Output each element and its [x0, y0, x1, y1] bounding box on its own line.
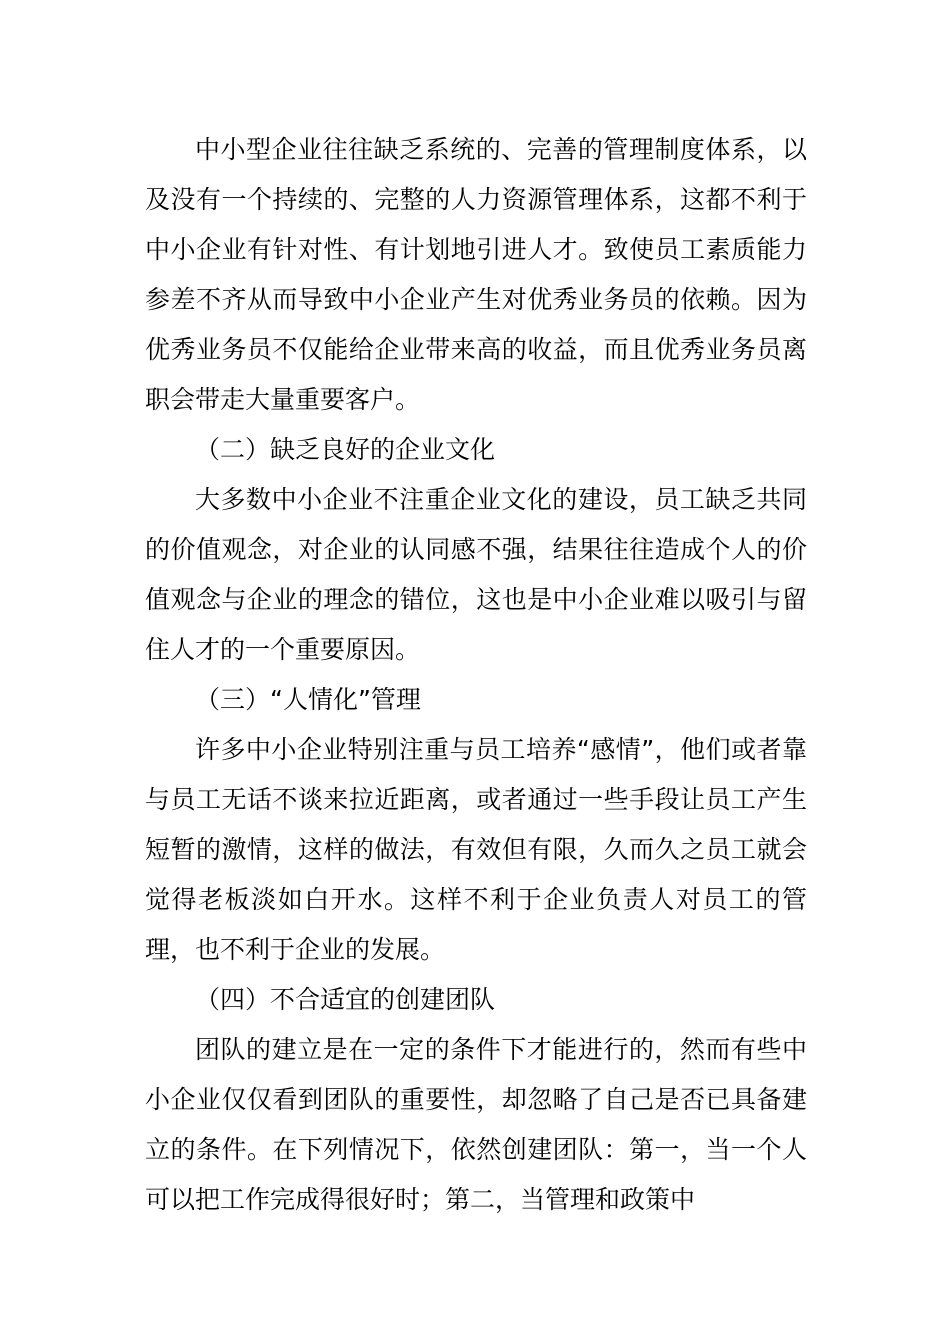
- section-heading-corporate-culture: （二）缺乏良好的企业文化: [195, 435, 496, 464]
- paragraph-corporate-culture: 大多数中小企业不注重企业文化的建设，员工缺乏共同的价值观念，对企业的认同感不强，结果往往造成个人的价值观念与企业的理念的错位，这也是中小企业难以吸引与留住人才的一个重要原因。: [145, 485, 807, 664]
- paragraph-personal-management: 许多中小企业特别注重与员工培养“感情”，他们或者靠与员工无话不谈来拉近距离，或者通过一些手段让员工产生短暂的激情，这样的做法，有效但有限，久而久之员工就会觉得老板淡如白开水。这样不利于企业负责人对员工的管理，也不利于企业的发展。: [145, 735, 807, 964]
- document-body: [145, 125, 807, 1225]
- paragraph-team-building: 团队的建立是在一定的条件下才能进行的，然而有些中小企业仅仅看到团队的重要性，却忽略了自己是否已具备建立的条件。在下列情况下，依然创建团队：第一，当一个人可以把工作完成得很好时；第二，当管理和政策中: [145, 1035, 807, 1214]
- paragraph-management-system: 中小型企业往往缺乏系统的、完善的管理制度体系，以及没有一个持续的、完整的人力资源管理体系，这都不利于中小企业有针对性、有计划地引进人才。致使员工素质能力参差不齐从而导致中小企业产生对优秀业务员的依赖。因为优秀业务员不仅能给企业带来高的收益，而且优秀业务员离职会带走大量重要客户。: [145, 135, 807, 414]
- section-heading-personal-management: （三）“人情化”管理: [195, 685, 421, 714]
- section-heading-team-building: （四）不合适宜的创建团队: [195, 985, 496, 1014]
